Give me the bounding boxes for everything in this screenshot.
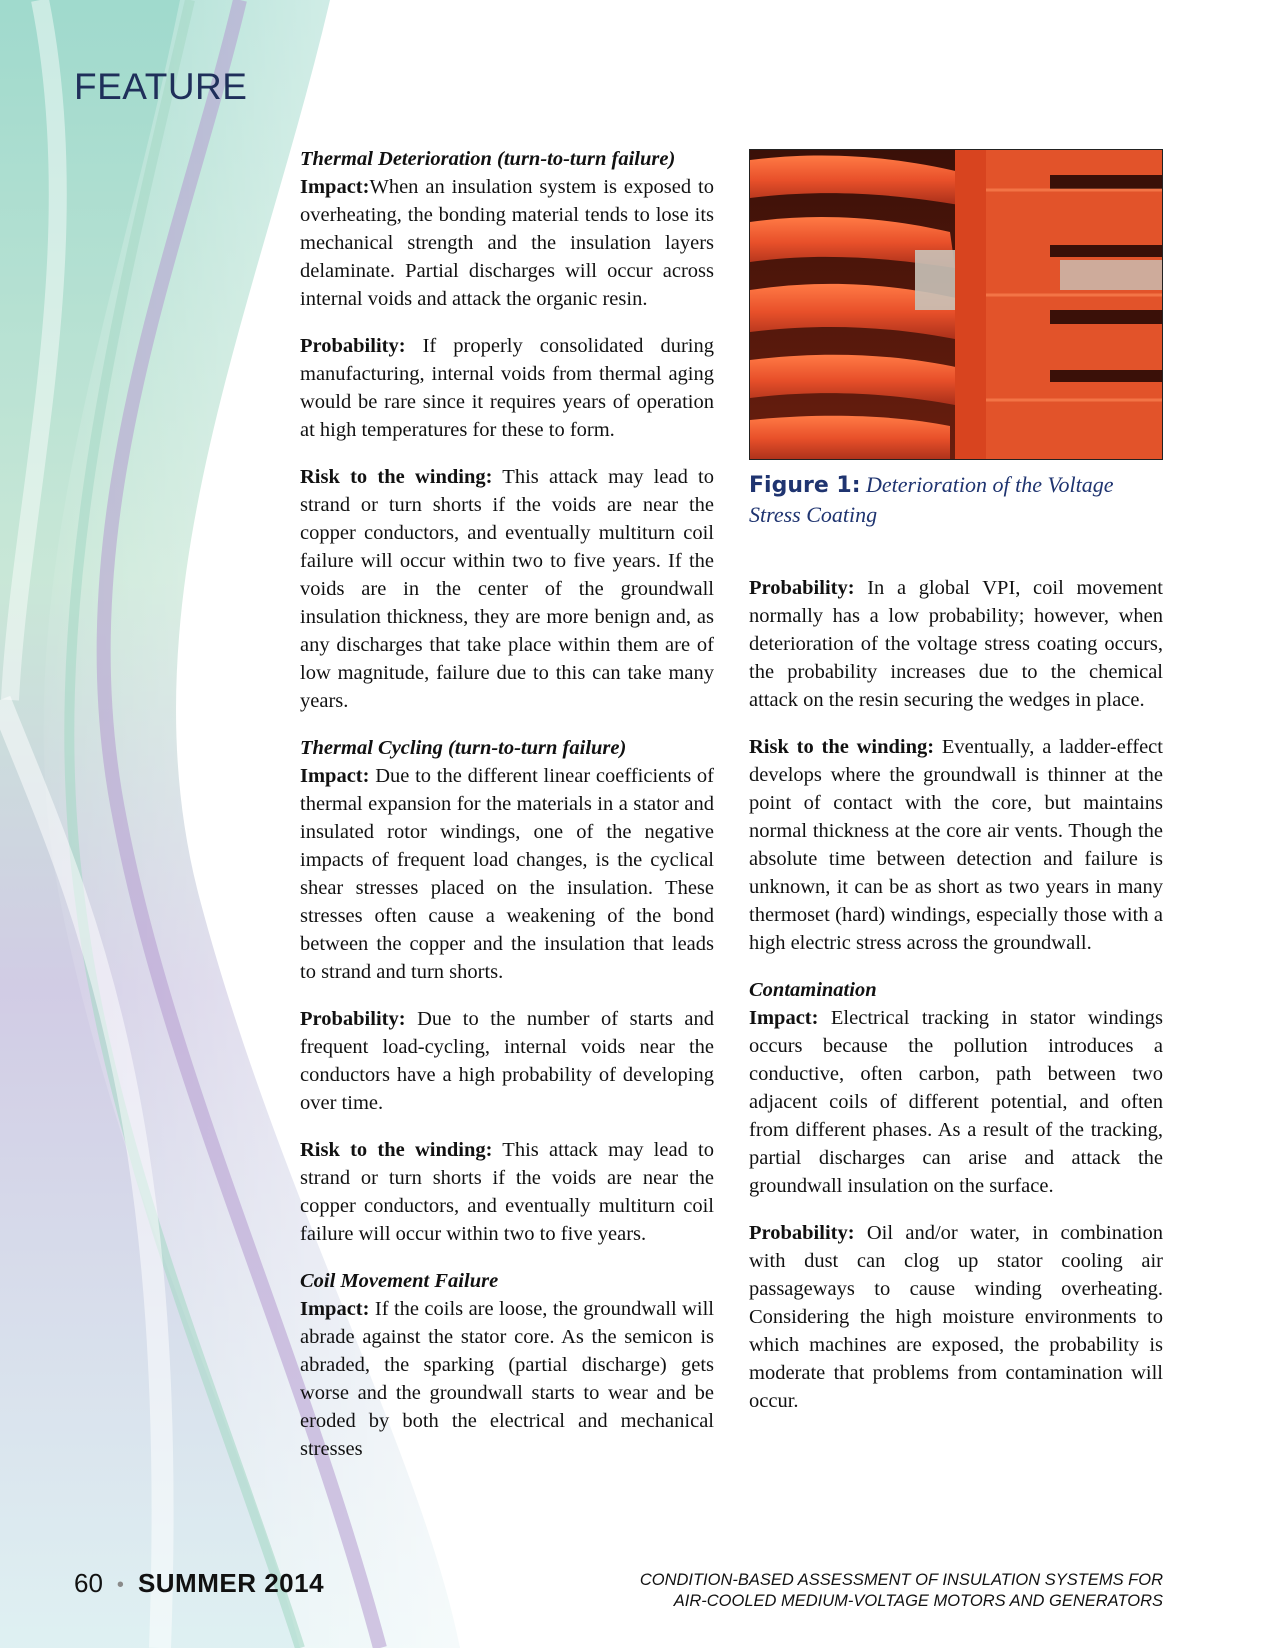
section-heading: Coil Movement Failure bbox=[300, 1270, 499, 1292]
figure-photo-stator-coils bbox=[749, 149, 1163, 460]
paragraph-text: This attack may lead to strand or turn shorts if the voids are near the copper conductors, and eventually multiturn coil failure will occur within two to five years. bbox=[300, 1139, 714, 1245]
paragraph-text: This attack may lead to strand or turn shorts if the voids are near the copper conductors, and eventually multiturn coil failure will occur within two to five years. If the voids are in the center of the groundwall insulation thickness, they are more benign and, as any discharges that take place within them are of low magnitude, failure due to this can take many years. bbox=[300, 466, 714, 712]
left-column bbox=[300, 145, 714, 1482]
paragraph-lead: Probability: bbox=[749, 577, 855, 599]
paragraph bbox=[749, 1004, 1163, 1200]
paragraph bbox=[749, 733, 1163, 957]
paragraph-lead: Risk to the winding: bbox=[300, 1139, 493, 1161]
paragraph bbox=[300, 463, 714, 715]
paragraph-text: If the coils are loose, the groundwall will abrade against the stator core. As the semicon is abraded, the sparking (partial discharge) gets worse and the groundwall starts to wear and be eroded by both the electrical and mechanical stresses bbox=[300, 1298, 714, 1460]
section-heading: Contamination bbox=[749, 979, 877, 1001]
paragraph-text: Oil and/or water, in combination with dust can clog up stator cooling air passageways to cause winding overheating. Considering the high moisture environments to which machines are exposed, the probability is moderate that problems from contamination will occur. bbox=[749, 1222, 1163, 1412]
figure-caption-text: Deterioration of the Voltage Stress Coating bbox=[749, 472, 1114, 527]
figure-caption bbox=[749, 470, 1163, 529]
paragraph-text: When an insulation system is exposed to overheating, the bonding material tends to lose its mechanical strength and the insulation layers delaminate. Partial discharges will occur across internal voids and attack the organic resin. bbox=[300, 176, 714, 310]
paragraph-lead: Probability: bbox=[300, 335, 406, 357]
paragraph bbox=[749, 574, 1163, 714]
footer-article-title bbox=[603, 1570, 1163, 1612]
paragraph-text: If properly consolidated during manufacturing, internal voids from thermal aging would be rare since it requires years of operation at high temperatures for these to form. bbox=[300, 335, 714, 441]
paragraph-text: Eventually, a ladder-effect develops where the groundwall is thinner at the point of contact with the core, but maintains normal thickness at the core air vents. Though the absolute time between detection and failure is unknown, it can be as short as two years in many thermoset (hard) windings, especially those with a high electric stress across the groundwall. bbox=[749, 736, 1163, 954]
paragraph-lead: Impact: bbox=[300, 176, 370, 198]
paragraph bbox=[300, 1005, 714, 1117]
paragraph-text: Due to the number of starts and frequent load-cycling, internal voids near the conductors have a high probability of developing over time. bbox=[300, 1008, 714, 1114]
right-column bbox=[749, 574, 1163, 1434]
section-label: FEATURE bbox=[74, 66, 248, 107]
paragraph-lead: Risk to the winding: bbox=[300, 466, 493, 488]
footer-page-info bbox=[74, 1568, 324, 1599]
paragraph-lead: Impact: bbox=[300, 1298, 370, 1320]
section-heading: Thermal Cycling (turn-to-turn failure) bbox=[300, 737, 627, 759]
figure-label: Figure 1: bbox=[749, 473, 861, 498]
footer-title-line: AIR-COOLED MEDIUM-VOLTAGE MOTORS AND GENERATORS bbox=[673, 1592, 1163, 1610]
paragraph-text: Electrical tracking in stator windings occurs because the pollution introduces a conductive, often carbon, path between two adjacent coils of different potential, and often from different phases. As a result of the tracking, partial discharges can arise and attack the groundwall insulation on the surface. bbox=[749, 1007, 1163, 1197]
paragraph-text: In a global VPI, coil movement normally has a low probability; however, when deterioration of the voltage stress coating occurs, the probability increases due to the chemical attack on the resin securing the wedges in place. bbox=[749, 577, 1163, 711]
paragraph-lead: Impact: bbox=[749, 1007, 819, 1029]
paragraph bbox=[300, 173, 714, 313]
paragraph bbox=[300, 1295, 714, 1463]
paragraph-lead: Probability: bbox=[300, 1008, 406, 1030]
stator-coil-illustration bbox=[750, 150, 1163, 460]
paragraph-text: Due to the different linear coefficients of thermal expansion for the materials in a stator and insulated rotor windings, one of the negative impacts of frequent load changes, is the cyclical shear stresses placed on the insulation. These stresses often cause a weakening of the bond between the copper and the insulation that leads to strand and turn shorts. bbox=[300, 765, 714, 983]
paragraph-lead: Impact: bbox=[300, 765, 370, 787]
paragraph bbox=[300, 332, 714, 444]
paragraph bbox=[300, 1136, 714, 1248]
footer-separator: • bbox=[116, 1573, 124, 1596]
paragraph bbox=[749, 1219, 1163, 1415]
page-number: 60 bbox=[74, 1568, 103, 1598]
paragraph bbox=[300, 762, 714, 986]
footer-title-line: CONDITION-BASED ASSESSMENT OF INSULATION SYSTEMS FOR bbox=[639, 1571, 1163, 1589]
paragraph-lead: Probability: bbox=[749, 1222, 855, 1244]
section-heading: Thermal Deterioration (turn-to-turn failure) bbox=[300, 148, 676, 170]
issue-label: SUMMER 2014 bbox=[137, 1568, 325, 1598]
paragraph-lead: Risk to the winding: bbox=[749, 736, 935, 758]
